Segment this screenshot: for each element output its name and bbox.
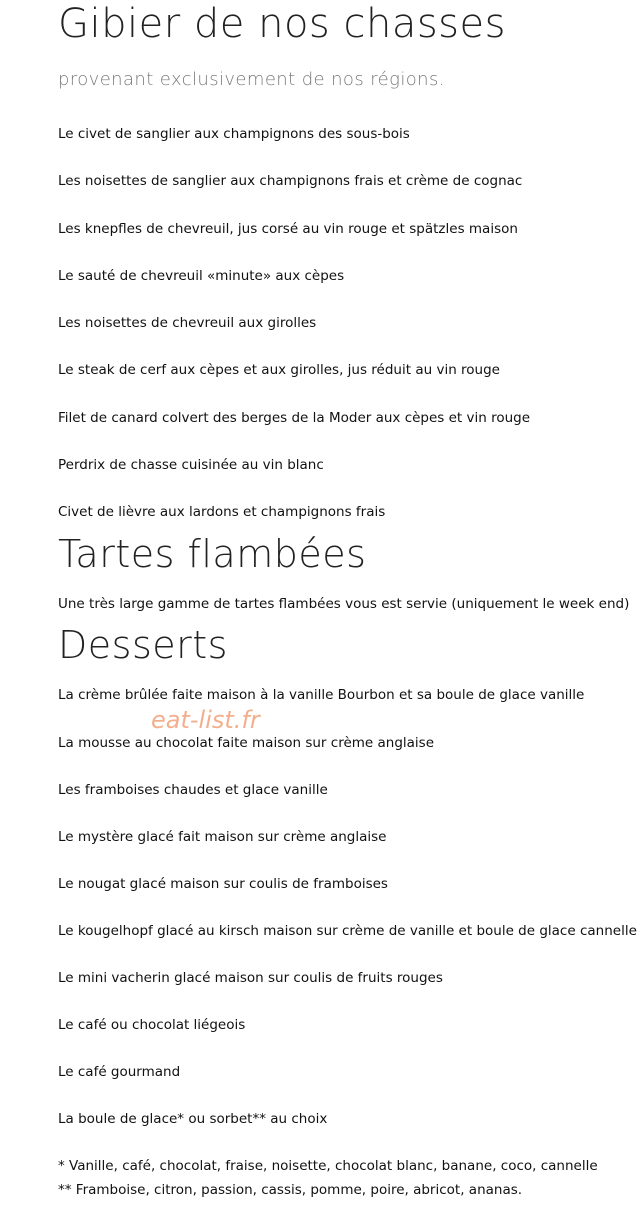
watermark-logo: eat-list.fr bbox=[151, 706, 260, 734]
section-subtitle-gibier: provenant exclusivement de nos régions. bbox=[58, 69, 445, 90]
menu-item-gibier: Le sauté de chevreuil «minute» aux cèpes bbox=[58, 268, 345, 284]
section-title-desserts: Desserts bbox=[58, 623, 228, 667]
menu-item-dessert: Le nougat glacé maison sur coulis de framboises bbox=[58, 876, 388, 892]
section-title-tartes: Tartes flambées bbox=[58, 532, 367, 576]
menu-item-dessert: La boule de glace* ou sorbet** au choix bbox=[58, 1111, 328, 1127]
menu-item-gibier: Civet de lièvre aux lardons et champignons frais bbox=[58, 504, 386, 520]
section-title-gibier: Gibier de nos chasses bbox=[58, 1, 506, 47]
menu-item-dessert: Le kougelhopf glacé au kirsch maison sur crème de vanille et boule de glace cannelle bbox=[58, 923, 637, 939]
menu-item-dessert: Le café ou chocolat liégeois bbox=[58, 1017, 246, 1033]
menu-item-gibier: Les noisettes de sanglier aux champignons frais et crème de cognac bbox=[58, 173, 523, 189]
menu-item-dessert: Le mystère glacé fait maison sur crème anglaise bbox=[58, 829, 387, 845]
menu-item-dessert: Les framboises chaudes et glace vanille bbox=[58, 782, 328, 798]
menu-item-gibier: Le steak de cerf aux cèpes et aux girolles, jus réduit au vin rouge bbox=[58, 362, 500, 378]
menu-item-dessert: Le café gourmand bbox=[58, 1064, 181, 1080]
footnote-glaces: * Vanille, café, chocolat, fraise, noisette, chocolat blanc, banane, coco, cannelle bbox=[58, 1158, 598, 1174]
menu-item-dessert: La crème brûlée faite maison à la vanille Bourbon et sa boule de glace vanille bbox=[58, 687, 585, 703]
menu-item-gibier: Les knepfles de chevreuil, jus corsé au vin rouge et spätzles maison bbox=[58, 221, 518, 237]
menu-item-gibier: Perdrix de chasse cuisinée au vin blanc bbox=[58, 457, 324, 473]
tartes-description: Une très large gamme de tartes flambées vous est servie (uniquement le week end) bbox=[58, 596, 630, 612]
menu-item-gibier: Filet de canard colvert des berges de la Moder aux cèpes et vin rouge bbox=[58, 410, 531, 426]
menu-item-gibier: Le civet de sanglier aux champignons des sous-bois bbox=[58, 126, 410, 142]
menu-item-dessert: Le mini vacherin glacé maison sur coulis de fruits rouges bbox=[58, 970, 443, 986]
menu-item-dessert: La mousse au chocolat faite maison sur crème anglaise bbox=[58, 735, 435, 751]
menu-item-gibier: Les noisettes de chevreuil aux girolles bbox=[58, 315, 317, 331]
footnote-sorbets: ** Framboise, citron, passion, cassis, pomme, poire, abricot, ananas. bbox=[58, 1182, 523, 1198]
